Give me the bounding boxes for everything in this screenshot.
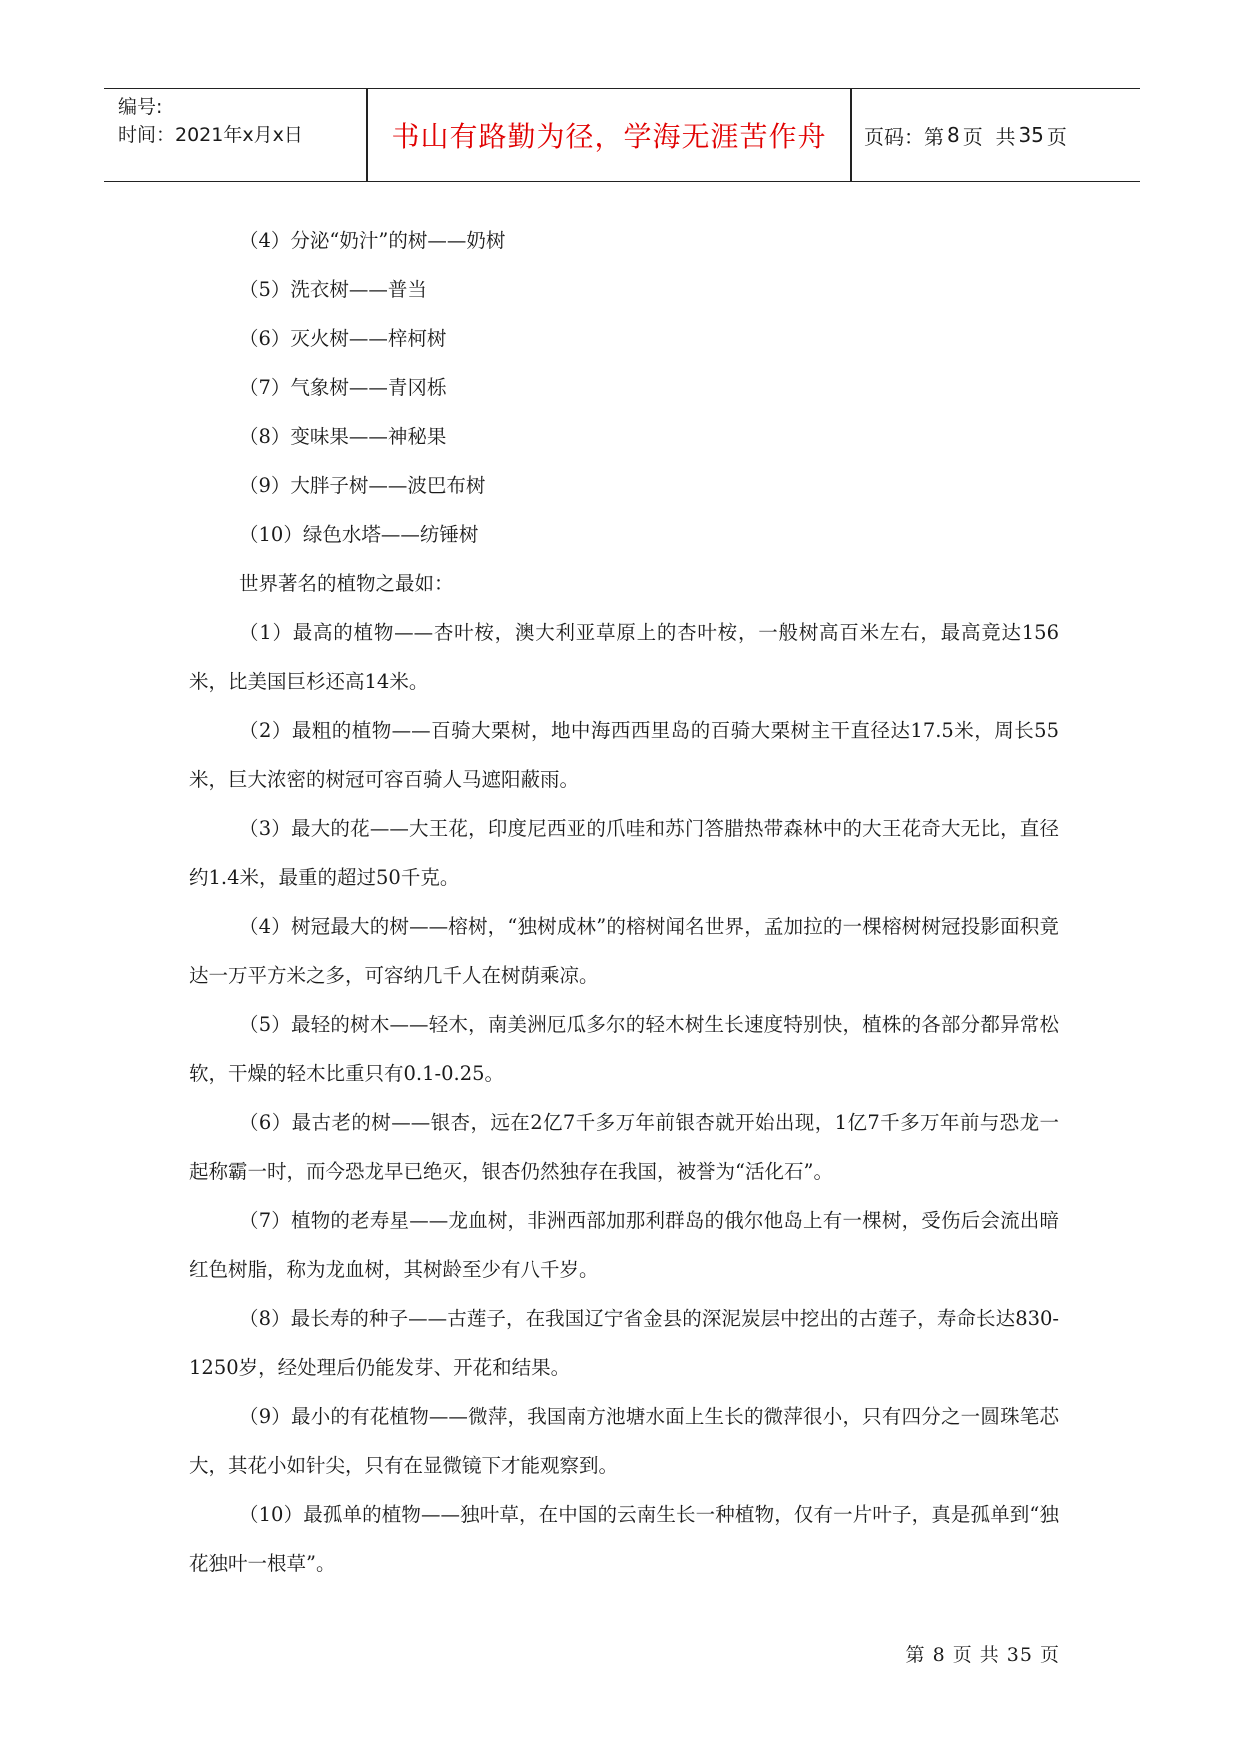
page-header <box>104 88 1140 182</box>
header-divider-right <box>850 89 852 181</box>
list-item: （5）洗衣树——普当 <box>239 278 427 301</box>
page-number: 8 <box>947 123 960 147</box>
header-page-info <box>864 89 1134 181</box>
header-meta <box>118 93 358 149</box>
paragraph: （10）最孤单的植物——独叶草，在中国的云南生长一种植物，仅有一片叶子，真是孤单到“独花独叶一根草”。 <box>189 1503 1059 1575</box>
list-item: （8）变味果——神秘果 <box>239 425 447 448</box>
page-total: 35 <box>1018 123 1044 147</box>
page-footer: 第 8 页 共 35 页 <box>905 1644 1060 1666</box>
list-item: （10）绿色水塔——纺锤树 <box>239 523 479 546</box>
paragraph: （4）树冠最大的树——榕树，“独树成林”的榕树闻名世界，孟加拉的一棵榕树树冠投影面积竟达一万平方米之多，可容纳几千人在树荫乘凉。 <box>189 915 1059 987</box>
paragraph: （5）最轻的树木——轻木，南美洲厄瓜多尔的轻木树生长速度特别快，植株的各部分都异常松软，干燥的轻木比重只有0.1-0.25。 <box>189 1013 1059 1085</box>
paragraph: （1）最高的植物——杏叶桉，澳大利亚草原上的杏叶桉，一般树高百米左右，最高竟达156米，比美国巨杉还高14米。 <box>189 621 1059 693</box>
paragraph: （2）最粗的植物——百骑大栗树，地中海西西里岛的百骑大栗树主干直径达17.5米，周长55米，巨大浓密的树冠可容百骑人马遮阳蔽雨。 <box>189 719 1059 791</box>
list-item: （6）灭火树——梓柯树 <box>239 327 447 350</box>
list-item: （9）大胖子树——波巴布树 <box>239 474 486 497</box>
serial-number-label: 编号: <box>118 96 163 118</box>
section-intro: 世界著名的植物之最如： <box>239 572 454 595</box>
paragraph: （6）最古老的树——银杏，远在2亿7千多万年前银杏就开始出现，1亿7千多万年前与恐龙一起称霸一时，而今恐龙早已绝灭，银杏仍然独存在我国，被誉为“活化石”。 <box>189 1111 1059 1183</box>
date-label: 时间：2021年x月x日 <box>118 124 303 146</box>
paragraph: （7）植物的老寿星——龙血树，非洲西部加那利群岛的俄尔他岛上有一棵树，受伤后会流出暗红色树脂，称为龙血树，其树龄至少有八千岁。 <box>189 1209 1059 1281</box>
paragraph: （9）最小的有花植物——微萍，我国南方池塘水面上生长的微萍很小，只有四分之一圆珠笔芯大，其花小如针尖，只有在显微镜下才能观察到。 <box>189 1405 1059 1477</box>
header-motto: 书山有路勤为径，学海无涯苦作舟 <box>391 120 827 153</box>
paragraph: （8）最长寿的种子——古莲子，在我国辽宁省金县的深泥炭层中挖出的古莲子，寿命长达830-1250岁，经处理后仍能发芽、开花和结果。 <box>189 1307 1059 1379</box>
list-item: （4）分泌“奶汁”的树——奶树 <box>239 229 506 252</box>
page-label: 页码：第 <box>864 124 944 149</box>
paragraph: （3）最大的花——大王花，印度尼西亚的爪哇和苏门答腊热带森林中的大王花奇大无比，直径约1.4米，最重的超过50千克。 <box>189 817 1059 889</box>
document-body <box>189 216 1059 1588</box>
page-mid-label: 页 共 <box>962 124 1016 149</box>
list-item: （7）气象树——青冈栎 <box>239 376 447 399</box>
page-end-label: 页 <box>1046 124 1067 149</box>
